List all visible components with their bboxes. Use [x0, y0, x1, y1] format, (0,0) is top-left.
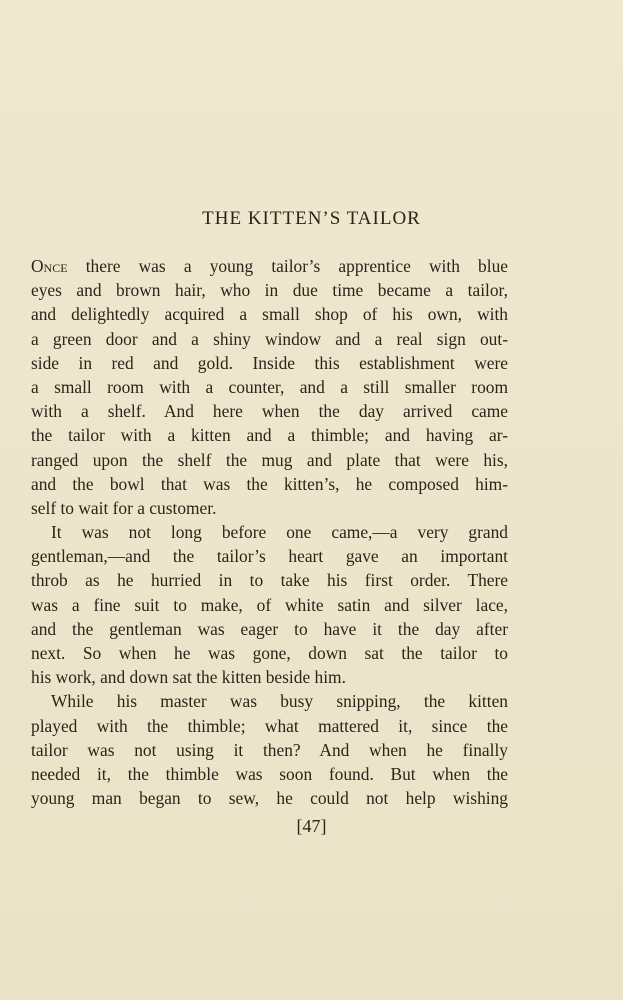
text-line: tailor was not using it then? And when he finally	[31, 739, 508, 760]
text-line: and the bowl that was the kitten’s, he composed him-	[31, 473, 508, 494]
text-line: gentleman,—and the tailor’s heart gave an important	[31, 546, 508, 567]
text-line: young man began to sew, he could not help wishing	[31, 788, 508, 809]
text-line: was a fine suit to make, of white satin and silver lace,	[31, 594, 508, 615]
text-line: It was not long before one came,—a very grand	[51, 522, 508, 543]
text-line: self to wait for a customer.	[31, 497, 217, 518]
page-number: [47]	[296, 816, 327, 836]
text-line: played with the thimble; what mattered it, since the	[31, 715, 508, 736]
body-text	[31, 254, 508, 810]
text-line: his work, and down sat the kitten beside him.	[31, 667, 346, 688]
text-line: a small room with a counter, and a still smaller room	[31, 376, 508, 397]
text-line: and the gentleman was eager to have it the day after	[31, 618, 508, 639]
text-line: eyes and brown hair, who in due time became a tailor,	[31, 280, 508, 301]
text-line: the tailor with a kitten and a thimble; and having ar-	[31, 425, 508, 446]
text-line: a green door and a shiny window and a real sign out-	[31, 328, 508, 349]
text-line: and delightedly acquired a small shop of his own, with	[31, 304, 508, 325]
drop-word: Once	[31, 256, 68, 276]
line-text: there was a young tailor’s apprentice with blue	[67, 256, 508, 276]
text-line: needed it, the thimble was soon found. But when the	[31, 763, 508, 784]
text-line: While his master was busy snipping, the kitten	[51, 691, 508, 712]
text-line: side in red and gold. Inside this establishment were	[31, 352, 508, 373]
text-line: ranged upon the shelf the mug and plate that were his,	[31, 449, 508, 470]
text-line: throb as he hurried in to take his first order. There	[31, 570, 508, 591]
text-line: next. So when he was gone, down sat the tailor to	[31, 643, 508, 663]
text-line: with a shelf. And here when the day arrived came	[31, 401, 508, 422]
text-line	[31, 254, 508, 278]
chapter-title: THE KITTEN’S TAILOR	[202, 208, 421, 229]
